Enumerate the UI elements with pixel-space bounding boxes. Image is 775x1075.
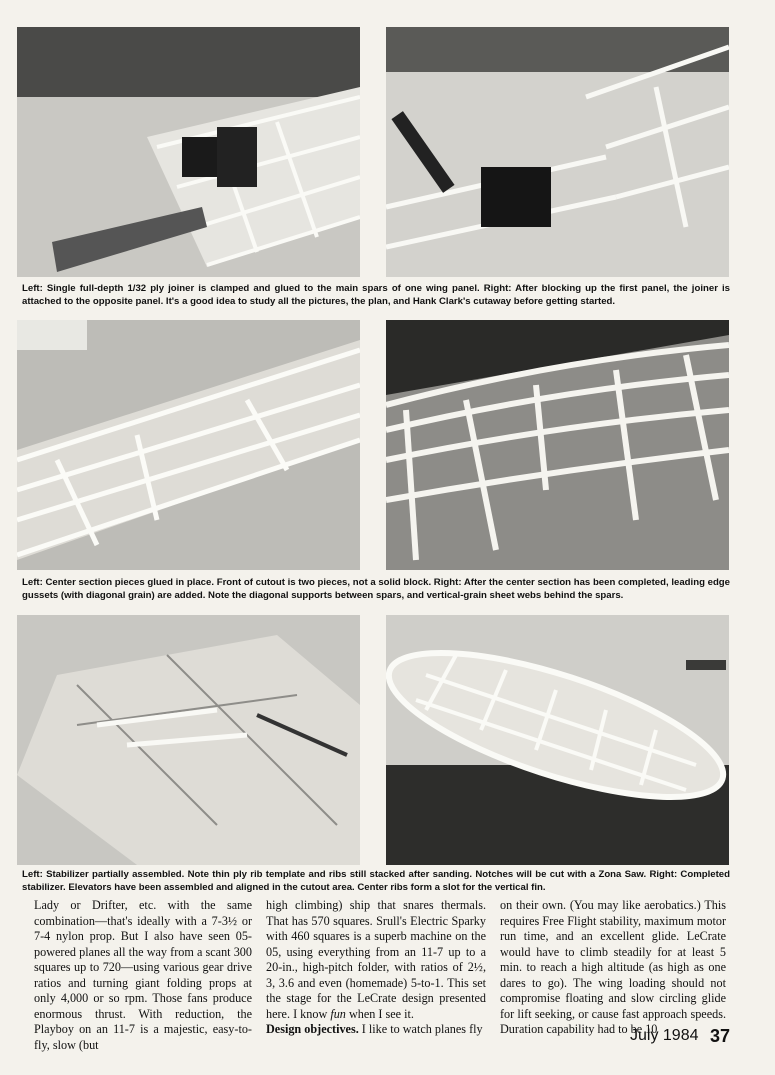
page-number: 37 bbox=[710, 1026, 731, 1046]
footer-date: July 1984 bbox=[630, 1027, 699, 1044]
body-column-2-part-b: when I see it. bbox=[345, 1006, 414, 1021]
body-column-2-fun: fun bbox=[330, 1006, 346, 1021]
photo-stabilizer-left bbox=[17, 615, 360, 865]
body-column-2-part-c: I like to watch planes fly bbox=[358, 1022, 483, 1037]
body-column-1 bbox=[34, 898, 252, 1053]
body-column-1-text: Lady or Drifter, etc. with the same combination—that's ideally with a 7-3½ or 7-4 nylon prop. But I also have seen 05-powered planes all the way from a scant 300 squares up to 720—using various gear drive ratios and turning giant folding props at only 4,000 or so rpm. Those fans produce enormous thrust. With reduction, the Playboy on an 11-7 is a majestic, easy-to-fly, slow (but bbox=[34, 898, 252, 1052]
photo-wing-joiner-right bbox=[386, 27, 729, 277]
caption-row-1: Left: Single full-depth 1/32 ply joiner is clamped and glued to the main spars of one wing panel. Right: After blocking up the first panel, the joiner is attached to the opposite panel. It's a good idea to study all the pictures, the plan, and Hank Clark's cutaway before getting started. bbox=[22, 283, 730, 307]
caption-row-2: Left: Center section pieces glued in place. Front of cutout is two pieces, not a solid block. Right: After the center section has been completed, leading edge gussets (with diagonal grain) are added. Note the diagonal supports between spars, and vertical-grain sheet webs behind the spars. bbox=[22, 577, 730, 601]
body-column-3-text: on their own. (You may like aerobatics.) This requires Free Flight stability, maximum motor run time, and an excellent glide. LeCrate would have to climb steadily for at least 5 min. to reach a high altitude (as high as one dares to go). The wing loading should not compromise floating and slow circling glide for lift seeking, or cause fast approach speeds. Duration capability had to be 10 bbox=[500, 898, 726, 1037]
body-column-2-part-a: high climbing) ship that snares thermals. That has 570 squares. Srull's Electric Sparky with 460 squares is a superb machine on the 05, using everything from an 11-7 up to a 20-in., high-pitch folder, with ratios of 2½, 3, 3.6 and even (homemade) 5-to-1. This set the stage for the LeCrate design presented here. I know bbox=[266, 898, 486, 1021]
photo-wing-joiner-left bbox=[17, 27, 360, 277]
section-heading-design-objectives: Design objectives. bbox=[266, 1022, 359, 1037]
body-column-2 bbox=[266, 898, 486, 1038]
photo-center-section-left bbox=[17, 320, 360, 570]
body-column-2-text bbox=[266, 898, 486, 1038]
photo-center-section-right bbox=[386, 320, 729, 570]
body-column-3 bbox=[500, 898, 726, 1038]
caption-row-3: Left: Stabilizer partially assembled. Note thin ply rib template and ribs still stacked after sanding. Notches will be cut with a Zona Saw. Right: Completed stabilizer. Elevators have been assembled and aligned in the cutout area. Center ribs form a slot for the vertical fin. bbox=[22, 869, 730, 893]
photo-stabilizer-right bbox=[386, 615, 729, 865]
